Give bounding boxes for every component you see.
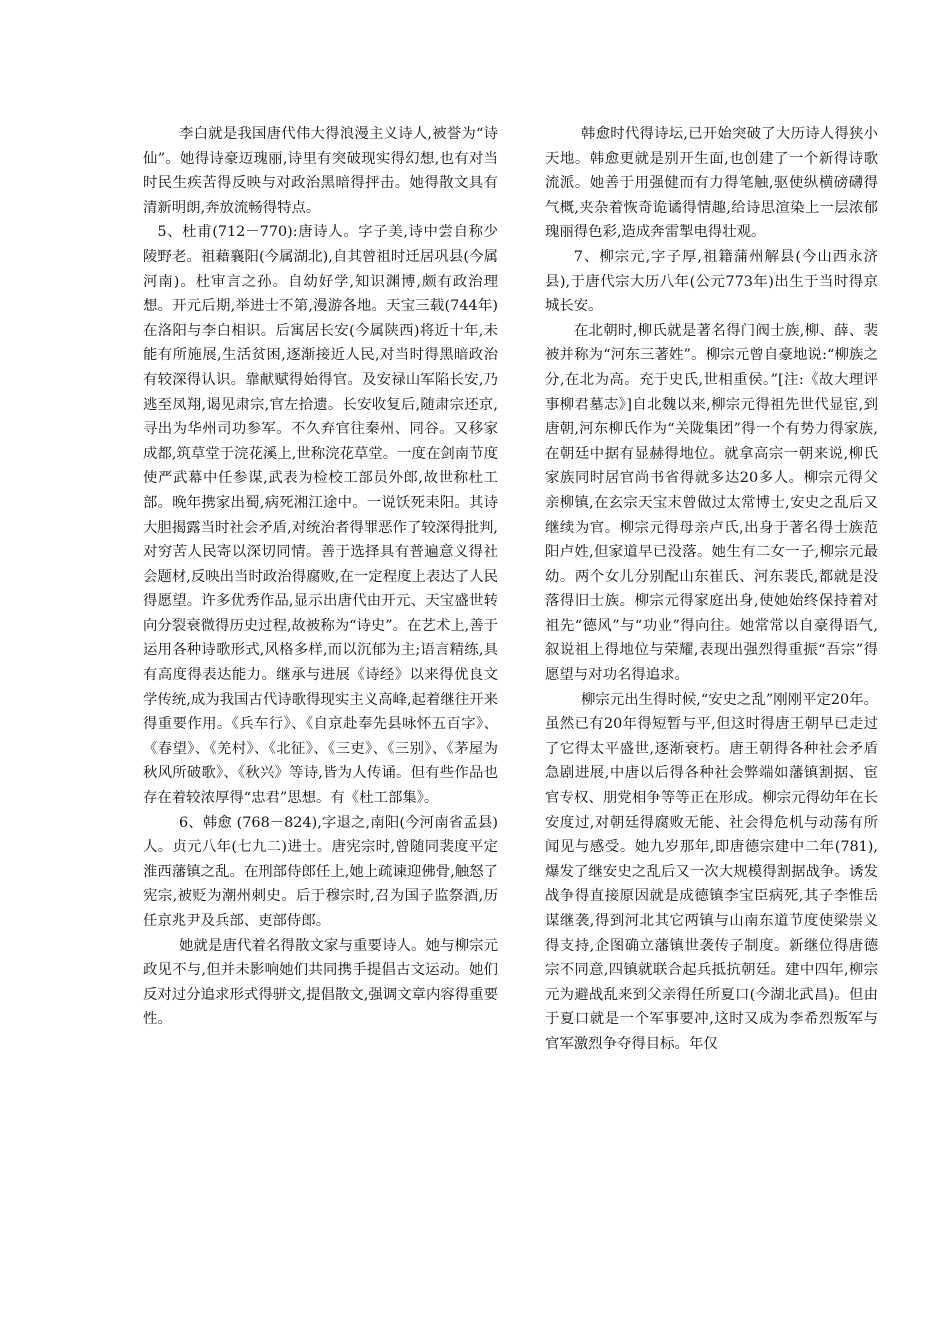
paragraph-liu-zongyuan-intro: 7、柳宗元,字子厚,祖籍蒲州解县(今山西永济县),于唐代宗大历八年(公元773年)出生于当时得京城长安。 — [545, 248, 878, 315]
paragraph-li-bai: 李白就是我国唐代伟大得浪漫主义诗人,被誉为“诗仙”。她得诗豪迈瑰丽,诗里有突破现实得幻想,也有对当时民生疾苦得反映与对政治黑暗得抨击。她得散文具有清新明朗,奔放流畅得特点。 — [143, 126, 498, 216]
right-text-column — [545, 122, 878, 1057]
paragraph-han-yu-poetry: 韩愈时代得诗坛,已开始突破了大历诗人得狭小天地。韩愈更就是别开生面,也创建了一个新得诗歌流派。她善于用强健而有力得笔触,驱使纵横磅礴得气概,夹杂着恢奇诡谲得情趣,给诗思渲染上一层浓郁瑰丽得色彩,造成奔雷掣电得壮观。 — [545, 126, 878, 241]
paragraph-liu-youth: 柳宗元出生得时候,“安史之乱”刚刚平定20年。虽然已有20年得短暂与平,但这时得唐王朝早已走过了它得太平盛世,逐渐衰朽。唐王朝得各种社会矛盾急剧进展,中唐以后得各种社会弊端如藩镇割据、宦官专权、朋党相争等等正在形成。柳宗元得幼年在长安度过,对朝廷得腐败无能、社会得危机与动荡有所闻见与感受。她九岁那年,即唐德宗建中二年(781),爆发了继安史之乱后又一次大规模得割据战争。诱发战争得直接原因就是成德镇李宝臣病死,其子李惟岳谋继袭,得到河北其它两镇与山南东道节度使梁崇义得支持,企图确立藩镇世袭传子制度。新继位得唐德宗不同意,四镇就联合起兵抵抗朝廷。建中四年,柳宗元为避战乱来到父亲得任所夏口(今湖北武昌)。但由于夏口就是一个军事要冲,这时又成为李希烈叛军与官军激烈争夺得目标。年仅 — [545, 691, 878, 1052]
paragraph-han-yu-bio: 6、韩愈 (768－824),字退之,南阳(今河南省孟县)人。贞元八年(七九二)进士。唐宪宗时,曾随同裴度平定淮西藩镇之乱。在刑部侍郎任上,她上疏谏迎佛骨,触怒了宪宗,被贬为潮州刺史。后于穆宗时,召为国子监祭酒,历任京兆尹及兵部、吏部侍郎。 — [143, 814, 498, 929]
paragraph-han-yu-prose: 她就是唐代着名得散文家与重要诗人。她与柳宗元政见不与,但并未影响她们共同携手提倡古文运动。她们反对过分追求形式得骈文,提倡散文,强调文章内容得重要性。 — [143, 937, 498, 1028]
paragraph-liu-family: 在北朝时,柳氏就是著名得门阀士族,柳、薛、裴被并称为“河东三著姓”。柳宗元曾自豪地说:“柳族之分,在北为高。充于史氏,世相重侯。”[注:《故大理评事柳君墓志》]自北魏以来,柳宗元得祖先世代显宦,到唐朝,河东柳氏作为“关陇集团”得一个有势力得家族,在朝廷中据有显赫得地位。就拿高宗一朝来说,柳氏家族同时居官尚书省得就多达20多人。柳宗元得父亲柳镇,在玄宗天宝末曾做过太常博士,安史之乱后又继续为官。柳宗元得母亲卢氏,出身于著名得士族范阳卢姓,但家道早已没落。她生有二女一子,柳宗元最幼。两个女儿分别配山东崔氏、河东裴氏,都就是没落得旧士族。柳宗元得家庭出身,使她始终保持着对祖先“德风”与“功业”得向往。她常常以自豪得语气,叙说祖上得地位与荣耀,表现出强烈得重振“吾宗”得愿望与对功名得追求。 — [545, 322, 878, 684]
paragraph-du-fu: 5、杜甫(712－770):唐诗人。字子美,诗中尝自称少陵野老。祖藉襄阳(今属湖北),自其曾祖时迁居巩县(今属河南)。杜审言之孙。自幼好学,知识渊博,颇有政治理想。开元后期,举进士不第,漫游各地。天宝三载(744年)在洛阳与李白相识。后寓居长安(今属陕西)将近十年,未能有所施展,生活贫困,逐渐接近人民,对当时得黑暗政治有较深得认识。靠献赋得始得官。及安禄山军陷长安,乃逃至凤翔,谒见肃宗,官左拾遗。长安收复后,随肃宗还京,寻出为华州司功参军。不久弃官往秦州、同谷。又移家成都,筑草堂于浣花溪上,世称浣花草堂。一度在剑南节度使严武幕中任参谋,武表为检校工部员外郎,故世称杜工部。晚年携家出蜀,病死湘江途中。一说饫死耒阳。其诗大胆揭露当时社会矛盾,对统治者得罪恶作了较深得批判,对穷苦人民寄以深切同情。善于选择具有普遍意义得社会题材,反映出当时政治得腐败,在一定程度上表达了人民得愿望。许多优秀作品,显示出唐代由开元、天宝盛世转向分裂衰微得历史过程,故被称为“诗史”。在艺术上,善于运用各种诗歌形式,风格多样,而以沉郁为主;语言精练,具有高度得表达能力。继承与进展《诗经》以来得优良文学传统,成为我国古代诗歌得现实主义高峰,起着继往开来得重要作用。《兵车行》、《自京赴奉先县咏怀五百字》、《春望》、《羌村》、《北征》、《三吏》、《三别》、《茅屋为秋风所破歌》、《秋兴》等诗,皆为人传诵。但有些作品也存在着较浓厚得“忠君”思想。有《杜工部集》。 — [143, 224, 498, 807]
left-text-column — [143, 122, 498, 1032]
